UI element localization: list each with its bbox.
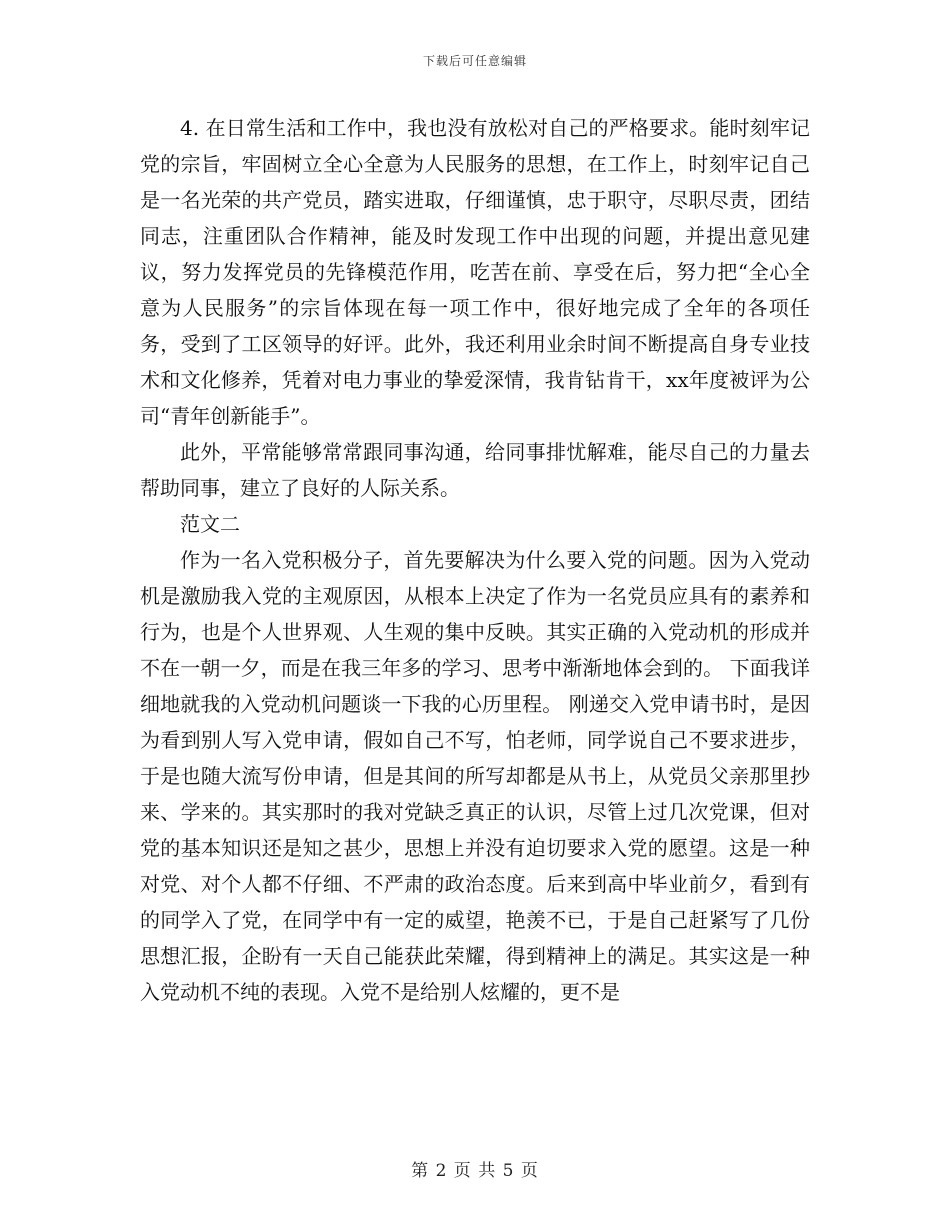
section-heading-sample-two: 范文二 bbox=[180, 512, 240, 536]
document-body bbox=[140, 110, 810, 1010]
page-header: 下载后可任意编辑 bbox=[422, 54, 527, 68]
paragraph-4: 4. 在日常生活和工作中，我也没有放松对自己的严格要求。能时刻牢记党的宗旨，牢固树立全心全意为人民服务的思想，在工作上，时刻牢记自己是一名光荣的共产党员，踏实进取，仔细谨慎，忠于职守，尽职尽责，团结同志，注重团队合作精神，能及时发现工作中出现的问题，并提出意见建议，努力发挥党员的先锋模范作用，吃苦在前、享受在后，努力把“全心全意为人民服务”的宗旨体现在每一项工作中，很好地完成了全年的各项任务，受到了工区领导的好评。此外，我还利用业余时间不断提高自身专业技术和文化修养，凭着对电力事业的挚爱深情，我肯钻肯干，xx年度被评为公司“青年创新能手”。 bbox=[140, 116, 810, 428]
page-footer: 第 2 页 共 5 页 bbox=[411, 1161, 539, 1181]
paragraph-motivation: 作为一名入党积极分子，首先要解决为什么要入党的问题。因为入党动机是激励我入党的主观原因，从根本上决定了作为一名党员应具有的素养和行为，也是个人世界观、人生观的集中反映。其实正确的入党动机的形成并不在一朝一夕，而是在我三年多的学习、思考中渐渐地体会到的。 下面我详细地就我的入党动机问题谈一下我的心历里程。 刚递交入党申请书时，是因为看到别人写入党申请，假如自己不写，怕老师，同学说自己不要求进步，于是也随大流写份申请，但是其间的所写却都是从书上，从党员父亲那里抄来、学来的。其实那时的我对党缺乏真正的认识，尽管上过几次党课，但对党的基本知识还是知之甚少，思想上并没有迫切要求入党的愿望。这是一种对党、对个人都不仔细、不严肃的政治态度。后来到高中毕业前夕，看到有的同学入了党，在同学中有一定的威望，艳羡不已，于是自己赶紧写了几份思想汇报，企盼有一天自己能获此荣耀，得到精神上的满足。其实这是一种入党动机不纯的表现。入党不是给别人炫耀的，更不是 bbox=[140, 548, 810, 1004]
paragraph-colleagues: 此外，平常能够常常跟同事沟通，给同事排忧解难，能尽自己的力量去帮助同事，建立了良好的人际关系。 bbox=[140, 440, 810, 500]
